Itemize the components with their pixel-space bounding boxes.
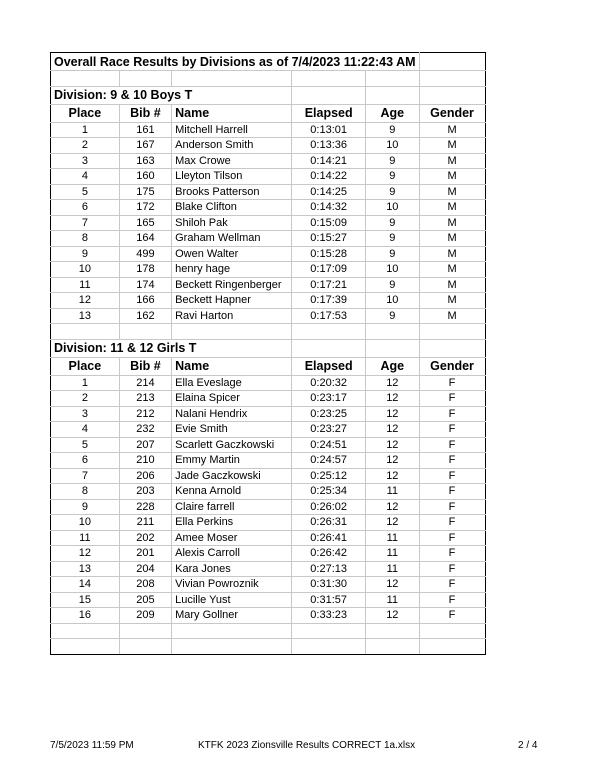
place-cell: 11: [51, 530, 120, 546]
empty-cell: [419, 339, 485, 357]
table-row: [51, 231, 486, 247]
name-cell: Ravi Harton: [172, 308, 292, 324]
elapsed-cell: 0:17:53: [292, 308, 366, 324]
age-cell: 11: [366, 530, 419, 546]
bib-cell: 178: [119, 262, 171, 278]
age-cell: 9: [366, 184, 419, 200]
table-row: [51, 561, 486, 577]
empty-cell: [172, 324, 292, 340]
place-cell: 3: [51, 406, 120, 422]
bib-cell: 162: [119, 308, 171, 324]
bib-cell: 167: [119, 138, 171, 154]
table-row: [51, 468, 486, 484]
gender-cell: M: [419, 231, 485, 247]
table-row: [51, 375, 486, 391]
header-row: [51, 357, 486, 375]
elapsed-cell: 0:24:51: [292, 437, 366, 453]
empty-cell: [366, 639, 419, 655]
gender-cell: M: [419, 200, 485, 216]
elapsed-cell: 0:26:02: [292, 499, 366, 515]
empty-cell: [119, 71, 171, 87]
elapsed-cell: 0:13:01: [292, 122, 366, 138]
place-cell: 12: [51, 546, 120, 562]
age-cell: 11: [366, 546, 419, 562]
age-cell: 11: [366, 592, 419, 608]
elapsed-cell: 0:23:27: [292, 422, 366, 438]
place-cell: 5: [51, 184, 120, 200]
empty-cell: [419, 53, 485, 71]
bib-cell: 210: [119, 453, 171, 469]
name-cell: Ella Perkins: [172, 515, 292, 531]
table-row: [51, 453, 486, 469]
name-cell: Evie Smith: [172, 422, 292, 438]
name-cell: Lleyton Tilson: [172, 169, 292, 185]
table-row: [51, 200, 486, 216]
place-cell: 14: [51, 577, 120, 593]
gender-cell: F: [419, 592, 485, 608]
gender-cell: F: [419, 468, 485, 484]
gender-cell: F: [419, 530, 485, 546]
table-row: [51, 422, 486, 438]
place-cell: 1: [51, 375, 120, 391]
elapsed-cell: 0:14:22: [292, 169, 366, 185]
place-cell: 16: [51, 608, 120, 624]
place-cell: 3: [51, 153, 120, 169]
elapsed-cell: 0:14:32: [292, 200, 366, 216]
table-row: [51, 530, 486, 546]
table-row: [51, 293, 486, 309]
place-cell: 6: [51, 453, 120, 469]
bib-cell: 208: [119, 577, 171, 593]
gender-cell: M: [419, 293, 485, 309]
page-title: Overall Race Results by Divisions as of 7/4/2023 11:22:43 AM: [51, 53, 420, 71]
bib-cell: 207: [119, 437, 171, 453]
table-row: [51, 138, 486, 154]
column-header-place: Place: [51, 104, 120, 122]
header-row: [51, 104, 486, 122]
name-cell: Kara Jones: [172, 561, 292, 577]
age-cell: 9: [366, 153, 419, 169]
table-row: [51, 515, 486, 531]
elapsed-cell: 0:25:34: [292, 484, 366, 500]
gender-cell: F: [419, 546, 485, 562]
elapsed-cell: 0:23:25: [292, 406, 366, 422]
gender-cell: F: [419, 422, 485, 438]
column-header-name: Name: [172, 104, 292, 122]
footer-page-number: 2 / 4: [518, 740, 538, 751]
name-cell: Brooks Patterson: [172, 184, 292, 200]
elapsed-cell: 0:33:23: [292, 608, 366, 624]
gender-cell: F: [419, 608, 485, 624]
column-header-elapsed: Elapsed: [292, 357, 366, 375]
empty-cell: [366, 71, 419, 87]
column-header-bib: Bib #: [119, 357, 171, 375]
place-cell: 6: [51, 200, 120, 216]
division-row: [51, 86, 486, 104]
blank-row: [51, 324, 486, 340]
gender-cell: F: [419, 437, 485, 453]
name-cell: Mitchell Harrell: [172, 122, 292, 138]
elapsed-cell: 0:25:12: [292, 468, 366, 484]
name-cell: Scarlett Gaczkowski: [172, 437, 292, 453]
empty-cell: [119, 324, 171, 340]
bib-cell: 209: [119, 608, 171, 624]
age-cell: 9: [366, 122, 419, 138]
division-label: Division: 11 & 12 Girls T: [51, 339, 292, 357]
bib-cell: 161: [119, 122, 171, 138]
gender-cell: F: [419, 499, 485, 515]
gender-cell: M: [419, 122, 485, 138]
name-cell: Amee Moser: [172, 530, 292, 546]
table-row: [51, 592, 486, 608]
empty-cell: [51, 324, 120, 340]
place-cell: 2: [51, 391, 120, 407]
name-cell: henry hage: [172, 262, 292, 278]
place-cell: 8: [51, 484, 120, 500]
place-cell: 10: [51, 515, 120, 531]
table-row: [51, 215, 486, 231]
name-cell: Anderson Smith: [172, 138, 292, 154]
elapsed-cell: 0:31:57: [292, 592, 366, 608]
empty-cell: [51, 639, 120, 655]
place-cell: 4: [51, 422, 120, 438]
name-cell: Beckett Ringenberger: [172, 277, 292, 293]
bib-cell: 164: [119, 231, 171, 247]
age-cell: 12: [366, 375, 419, 391]
gender-cell: F: [419, 453, 485, 469]
bib-cell: 214: [119, 375, 171, 391]
column-header-gender: Gender: [419, 104, 485, 122]
elapsed-cell: 0:26:31: [292, 515, 366, 531]
bib-cell: 201: [119, 546, 171, 562]
age-cell: 12: [366, 515, 419, 531]
table-row: [51, 546, 486, 562]
column-header-place: Place: [51, 357, 120, 375]
age-cell: 9: [366, 215, 419, 231]
gender-cell: M: [419, 215, 485, 231]
elapsed-cell: 0:24:57: [292, 453, 366, 469]
name-cell: Jade Gaczkowski: [172, 468, 292, 484]
table-row: [51, 169, 486, 185]
table-row: [51, 406, 486, 422]
table-row: [51, 308, 486, 324]
age-cell: 9: [366, 169, 419, 185]
empty-cell: [292, 71, 366, 87]
bib-cell: 205: [119, 592, 171, 608]
empty-cell: [419, 623, 485, 639]
gender-cell: M: [419, 153, 485, 169]
blank-row: [51, 71, 486, 87]
empty-cell: [292, 339, 366, 357]
gender-cell: M: [419, 169, 485, 185]
name-cell: Nalani Hendrix: [172, 406, 292, 422]
bib-cell: 202: [119, 530, 171, 546]
elapsed-cell: 0:15:27: [292, 231, 366, 247]
footer-filename: KTFK 2023 Zionsville Results CORRECT 1a.xlsx: [198, 740, 416, 751]
results-table-body: [51, 53, 486, 655]
bib-cell: 203: [119, 484, 171, 500]
name-cell: Mary Gollner: [172, 608, 292, 624]
elapsed-cell: 0:17:21: [292, 277, 366, 293]
elapsed-cell: 0:23:17: [292, 391, 366, 407]
results-table: [50, 52, 486, 655]
empty-cell: [292, 623, 366, 639]
age-cell: 12: [366, 608, 419, 624]
age-cell: 11: [366, 484, 419, 500]
elapsed-cell: 0:13:36: [292, 138, 366, 154]
gender-cell: F: [419, 515, 485, 531]
empty-cell: [172, 71, 292, 87]
elapsed-cell: 0:15:28: [292, 246, 366, 262]
elapsed-cell: 0:27:13: [292, 561, 366, 577]
age-cell: 11: [366, 561, 419, 577]
place-cell: 10: [51, 262, 120, 278]
name-cell: Beckett Hapner: [172, 293, 292, 309]
place-cell: 9: [51, 246, 120, 262]
elapsed-cell: 0:14:25: [292, 184, 366, 200]
gender-cell: M: [419, 308, 485, 324]
age-cell: 12: [366, 499, 419, 515]
empty-cell: [292, 86, 366, 104]
table-row: [51, 437, 486, 453]
age-cell: 10: [366, 293, 419, 309]
place-cell: 7: [51, 215, 120, 231]
gender-cell: F: [419, 406, 485, 422]
blank-row: [51, 623, 486, 639]
place-cell: 5: [51, 437, 120, 453]
bib-cell: 165: [119, 215, 171, 231]
division-row: [51, 339, 486, 357]
empty-cell: [172, 623, 292, 639]
table-row: [51, 246, 486, 262]
gender-cell: F: [419, 577, 485, 593]
age-cell: 12: [366, 468, 419, 484]
age-cell: 12: [366, 453, 419, 469]
place-cell: 15: [51, 592, 120, 608]
gender-cell: F: [419, 484, 485, 500]
bib-cell: 160: [119, 169, 171, 185]
place-cell: 7: [51, 468, 120, 484]
table-row: [51, 277, 486, 293]
name-cell: Emmy Martin: [172, 453, 292, 469]
place-cell: 8: [51, 231, 120, 247]
elapsed-cell: 0:15:09: [292, 215, 366, 231]
age-cell: 9: [366, 308, 419, 324]
table-row: [51, 122, 486, 138]
empty-cell: [119, 639, 171, 655]
empty-cell: [419, 71, 485, 87]
gender-cell: M: [419, 184, 485, 200]
name-cell: Alexis Carroll: [172, 546, 292, 562]
bib-cell: 499: [119, 246, 171, 262]
elapsed-cell: 0:26:41: [292, 530, 366, 546]
elapsed-cell: 0:26:42: [292, 546, 366, 562]
place-cell: 13: [51, 561, 120, 577]
place-cell: 11: [51, 277, 120, 293]
empty-cell: [51, 71, 120, 87]
table-row: [51, 184, 486, 200]
empty-cell: [419, 639, 485, 655]
table-row: [51, 153, 486, 169]
empty-cell: [51, 623, 120, 639]
empty-cell: [172, 639, 292, 655]
name-cell: Ella Eveslage: [172, 375, 292, 391]
age-cell: 12: [366, 391, 419, 407]
age-cell: 12: [366, 406, 419, 422]
name-cell: Graham Wellman: [172, 231, 292, 247]
gender-cell: F: [419, 391, 485, 407]
name-cell: Shiloh Pak: [172, 215, 292, 231]
table-row: [51, 391, 486, 407]
age-cell: 9: [366, 246, 419, 262]
bib-cell: 206: [119, 468, 171, 484]
empty-cell: [366, 86, 419, 104]
table-row: [51, 608, 486, 624]
place-cell: 13: [51, 308, 120, 324]
gender-cell: M: [419, 246, 485, 262]
name-cell: Max Crowe: [172, 153, 292, 169]
bib-cell: 228: [119, 499, 171, 515]
table-row: [51, 262, 486, 278]
table-row: [51, 499, 486, 515]
column-header-age: Age: [366, 104, 419, 122]
age-cell: 10: [366, 200, 419, 216]
column-header-bib: Bib #: [119, 104, 171, 122]
empty-cell: [292, 324, 366, 340]
name-cell: Lucille Yust: [172, 592, 292, 608]
empty-cell: [419, 324, 485, 340]
division-label: Division: 9 & 10 Boys T: [51, 86, 292, 104]
bib-cell: 213: [119, 391, 171, 407]
place-cell: 1: [51, 122, 120, 138]
name-cell: Vivian Powroznik: [172, 577, 292, 593]
elapsed-cell: 0:31:30: [292, 577, 366, 593]
age-cell: 10: [366, 138, 419, 154]
empty-cell: [419, 86, 485, 104]
bib-cell: 211: [119, 515, 171, 531]
age-cell: 9: [366, 277, 419, 293]
bib-cell: 166: [119, 293, 171, 309]
empty-cell: [366, 623, 419, 639]
column-header-name: Name: [172, 357, 292, 375]
bib-cell: 163: [119, 153, 171, 169]
gender-cell: M: [419, 277, 485, 293]
empty-cell: [366, 339, 419, 357]
name-cell: Claire farrell: [172, 499, 292, 515]
table-row: [51, 577, 486, 593]
bib-cell: 232: [119, 422, 171, 438]
footer-datetime: 7/5/2023 11:59 PM: [50, 740, 134, 751]
gender-cell: M: [419, 262, 485, 278]
name-cell: Elaina Spicer: [172, 391, 292, 407]
table-row: [51, 484, 486, 500]
age-cell: 12: [366, 437, 419, 453]
gender-cell: M: [419, 138, 485, 154]
elapsed-cell: 0:17:39: [292, 293, 366, 309]
title-row: [51, 53, 486, 71]
elapsed-cell: 0:20:32: [292, 375, 366, 391]
place-cell: 2: [51, 138, 120, 154]
place-cell: 12: [51, 293, 120, 309]
name-cell: Owen Walter: [172, 246, 292, 262]
blank-row: [51, 639, 486, 655]
gender-cell: F: [419, 375, 485, 391]
bib-cell: 172: [119, 200, 171, 216]
age-cell: 12: [366, 577, 419, 593]
bib-cell: 212: [119, 406, 171, 422]
age-cell: 9: [366, 231, 419, 247]
name-cell: Kenna Arnold: [172, 484, 292, 500]
column-header-elapsed: Elapsed: [292, 104, 366, 122]
elapsed-cell: 0:17:09: [292, 262, 366, 278]
place-cell: 9: [51, 499, 120, 515]
place-cell: 4: [51, 169, 120, 185]
empty-cell: [119, 623, 171, 639]
age-cell: 12: [366, 422, 419, 438]
bib-cell: 204: [119, 561, 171, 577]
bib-cell: 175: [119, 184, 171, 200]
elapsed-cell: 0:14:21: [292, 153, 366, 169]
empty-cell: [366, 324, 419, 340]
bib-cell: 174: [119, 277, 171, 293]
age-cell: 10: [366, 262, 419, 278]
column-header-age: Age: [366, 357, 419, 375]
column-header-gender: Gender: [419, 357, 485, 375]
gender-cell: F: [419, 561, 485, 577]
empty-cell: [292, 639, 366, 655]
name-cell: Blake Clifton: [172, 200, 292, 216]
